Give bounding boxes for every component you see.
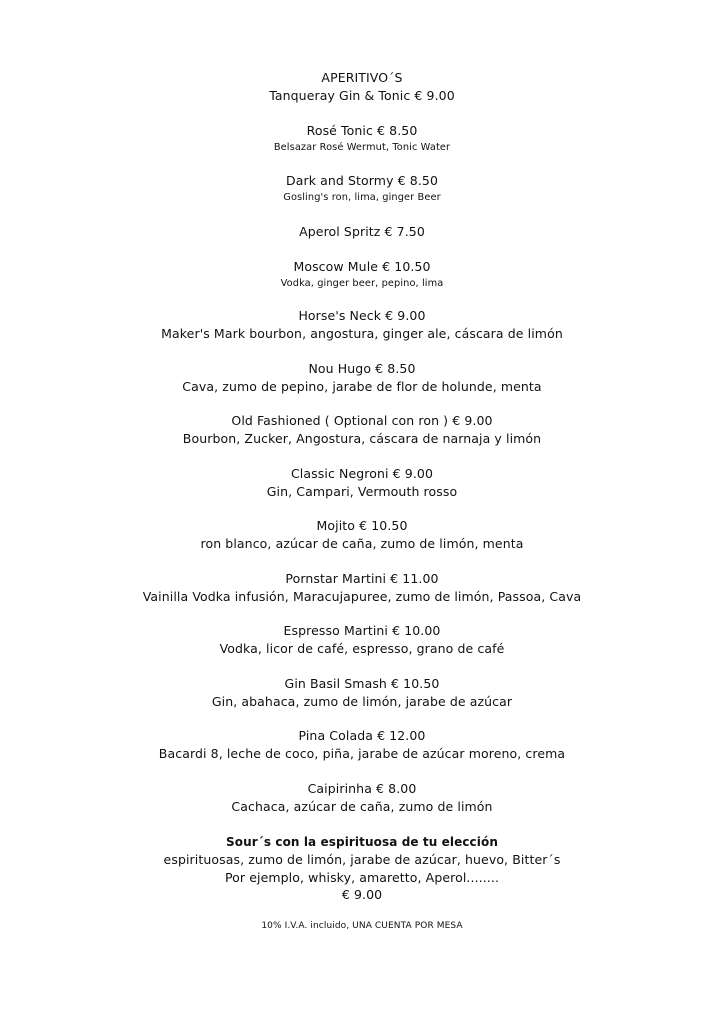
menu-item-description: Gin, Campari, Vermouth rosso [266, 484, 458, 499]
menu-item-name: Tanqueray Gin & Tonic € 9.00 [269, 88, 455, 103]
menu-item-description: Gosling's ron, lima, ginger Beer [283, 192, 441, 203]
sours-description: espirituosas, zumo de limón, jarabe de azúcar, huevo, Bitter´s [163, 852, 561, 867]
menu-item-description: Vodka, licor de café, espresso, grano de café [219, 641, 505, 656]
menu-item-name: Gin Basil Smash € 10.50 [284, 676, 440, 691]
sours-examples: Por ejemplo, whisky, amaretto, Aperol........ [224, 870, 500, 885]
menu-item-name: Mojito € 10.50 [316, 518, 408, 533]
menu-item-description: Maker's Mark bourbon, angostura, ginger ale, cáscara de limón [161, 326, 563, 341]
menu-item-name: Pina Colada € 12.00 [298, 728, 426, 743]
sours-price: € 9.00 [341, 887, 383, 902]
menu-item-description: Gin, abahaca, zumo de limón, jarabe de azúcar [211, 694, 513, 709]
menu-item-name: Pornstar Martini € 11.00 [285, 571, 439, 586]
menu-item-description: Vainilla Vodka infusión, Maracujapuree, zumo de limón, Passoa, Cava [142, 589, 582, 604]
menu-item-name: Moscow Mule € 10.50 [293, 259, 431, 274]
menu-item-description: Cachaca, azúcar de caña, zumo de limón [231, 799, 493, 814]
menu-item-name: Caipirinha € 8.00 [307, 781, 417, 796]
sours-title: Sour´s con la espirituosa de tu elección [226, 835, 498, 849]
menu-item-name: Horse's Neck € 9.00 [298, 308, 426, 323]
menu-item-description: Cava, zumo de pepino, jarabe de flor de holunde, menta [182, 379, 542, 394]
menu-item-name: Espresso Martini € 10.00 [283, 623, 441, 638]
menu-item-description: Belsazar Rosé Wermut, Tonic Water [273, 142, 451, 153]
menu-item-name: Dark and Stormy € 8.50 [285, 173, 439, 188]
menu-item-name: Aperol Spritz € 7.50 [299, 224, 425, 239]
menu-item-name: Rosé Tonic € 8.50 [306, 123, 418, 138]
menu-item-name: Classic Negroni € 9.00 [290, 466, 434, 481]
menu-item-description: Vodka, ginger beer, pepino, lima [280, 278, 444, 289]
menu-item-description: Bourbon, Zucker, Angostura, cáscara de narnaja y limón [182, 431, 542, 446]
menu-item-name: Nou Hugo € 8.50 [308, 361, 416, 376]
menu-item-description: Bacardi 8, leche de coco, piña, jarabe de azúcar moreno, crema [158, 746, 566, 761]
footer-note: 10% I.V.A. incluido, UNA CUENTA POR MESA [261, 921, 463, 931]
menu-title: APERITIVO´S [321, 70, 403, 85]
menu-item-description: ron blanco, azúcar de caña, zumo de limón, menta [200, 536, 524, 551]
menu-item-name: Old Fashioned ( Optional con ron ) € 9.00 [231, 413, 493, 428]
